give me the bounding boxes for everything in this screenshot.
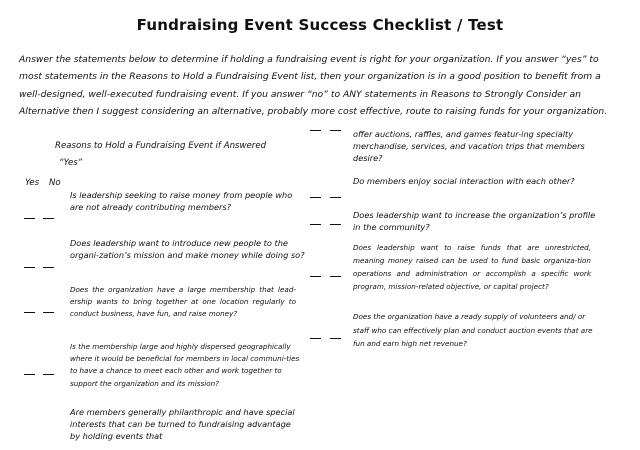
no-blank-1[interactable] — [43, 218, 54, 219]
yes-blank-8[interactable] — [310, 276, 321, 277]
yes-blank-2[interactable] — [24, 267, 35, 268]
no-blank-6[interactable] — [330, 197, 341, 198]
intro-text-2: list, then your organization is in a good position to benefit from a well-designed, well-executed fundraising event. If you answer “no” to ANY statements in — [19, 71, 601, 100]
intro-paragraph — [19, 51, 619, 121]
right-item-4: Does leadership want to raise funds that are unrestricted, meaning money raised can be used to fund basic organiza-tion operations and administration or accomplish a specific work program, mission-related objective, or capital project? — [353, 243, 591, 291]
no-blank-8[interactable] — [330, 276, 341, 277]
right-item-3: Does leadership want to increase the organization’s profile in the community? — [353, 210, 596, 233]
intro-reasons-ref: Reasons to Hold a Fundraising Event — [129, 71, 298, 83]
yes-blank-1[interactable] — [24, 218, 35, 219]
left-item-5: Are members generally philanthropic and have special interests that can be turned to fundraising advantage by holding events that — [70, 407, 295, 442]
no-column-label: No — [49, 178, 61, 188]
no-blank-9[interactable] — [330, 338, 341, 339]
left-column-header — [55, 140, 315, 169]
page-title: Fundraising Event Success Checklist / Test — [136, 16, 504, 34]
right-item-1: offer auctions, raffles, and games featur-ing specialty merchandise, services, and vacation trips that members desire? — [353, 129, 585, 164]
yes-blank-7[interactable] — [310, 224, 321, 225]
no-blank-3[interactable] — [43, 312, 54, 313]
left-item-2: Does leadership want to introduce new people to the organi-zation’s mission and make money while doing so? — [70, 238, 305, 261]
yes-blank-6[interactable] — [310, 197, 321, 198]
no-blank-2[interactable] — [43, 267, 54, 268]
intro-alternative-ref: Reasons to Strongly Consider an Alternative — [19, 88, 581, 118]
yes-blank-5[interactable] — [310, 130, 321, 131]
left-item-3: Does the organization have a large membership that lead-ership wants to bring together at one location regularly to conduct business, have fun, and raise money? — [70, 285, 296, 319]
left-header-line2: “Yes” — [59, 157, 83, 168]
intro-text-1: Answer the statements below to determine if holding a fundraising event is right for your organization. If you answer “yes” to most statements in the — [19, 54, 599, 83]
left-item-1: Is leadership seeking to raise money from people who are not already contributing members? — [70, 190, 293, 213]
yes-blank-9[interactable] — [310, 338, 321, 339]
intro-text-3: then I suggest considering an alternative, probably more cost effective, route to raising funds for your organization. — [69, 106, 608, 118]
yes-blank-4[interactable] — [24, 374, 35, 375]
left-header-line1: Reasons to Hold a Fundraising Event if Answered — [55, 141, 267, 151]
no-blank-5[interactable] — [330, 130, 341, 131]
no-blank-4[interactable] — [43, 374, 54, 375]
yes-blank-3[interactable] — [24, 312, 35, 313]
no-blank-7[interactable] — [330, 224, 341, 225]
right-item-2: Do members enjoy social interaction with each other? — [353, 176, 575, 186]
right-item-5: Does the organization have a ready supply of volunteers and/ or staff who can effectively plan and conduct auction events that are fun and earn high net revenue? — [353, 312, 593, 348]
yes-column-label: Yes — [25, 178, 40, 188]
left-item-4: Is the membership large and highly dispersed geographically where it would be beneficial for members in local communi-ties to have a chance to meet each other and work together to support the organization and its mission? — [70, 342, 300, 388]
